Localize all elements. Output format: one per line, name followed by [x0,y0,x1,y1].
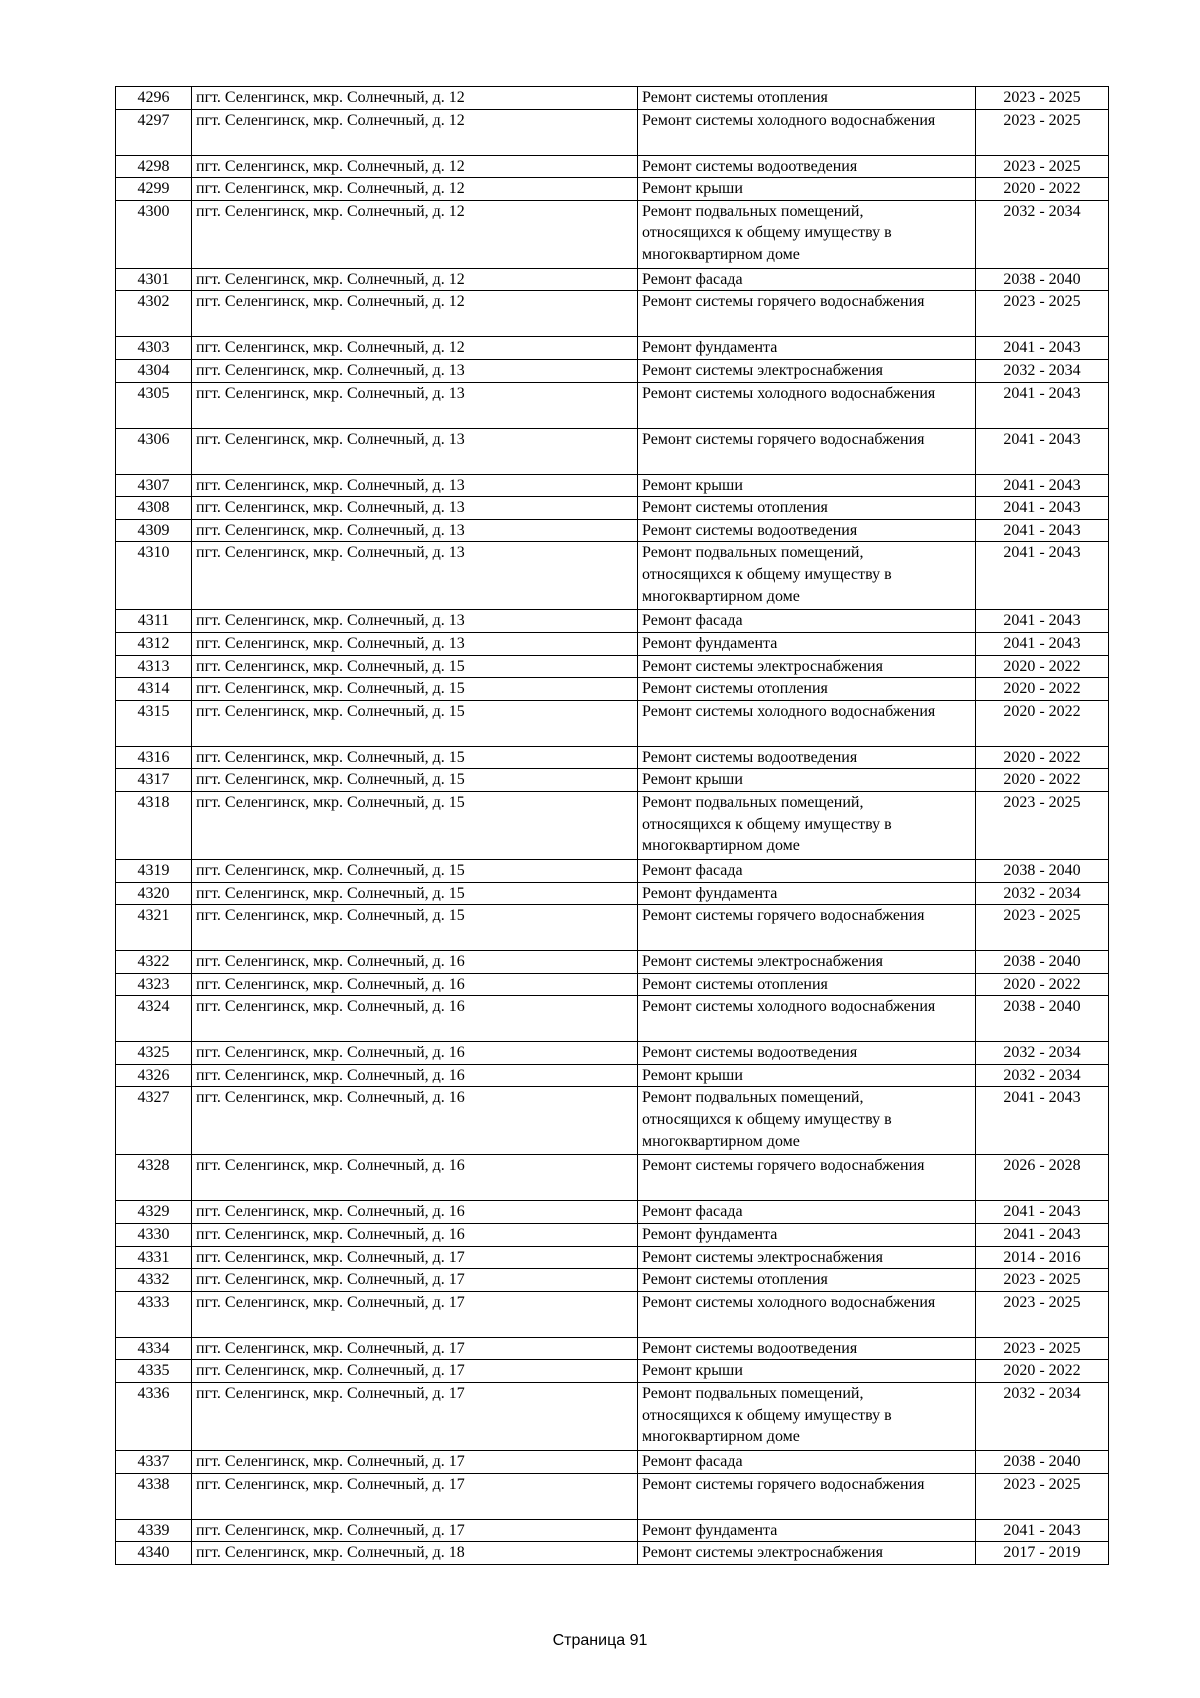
work-type-cell: Ремонт подвальных помещений, относящихся к общему имуществу в многоквартирном доме [638,542,976,610]
years-cell: 2023 - 2025 [976,155,1109,178]
row-number-cell: 4326 [116,1064,192,1087]
address-cell: пгт. Селенгинск, мкр. Солнечный, д. 16 [192,1064,638,1087]
work-type-cell: Ремонт системы водоотведения [638,1337,976,1360]
address-cell: пгт. Селенгинск, мкр. Солнечный, д. 17 [192,1519,638,1542]
work-type-cell: Ремонт системы горячего водоснабжения [638,1155,976,1201]
row-number-cell: 4328 [116,1155,192,1201]
page-number: Страница 91 [552,1632,648,1649]
address-cell: пгт. Селенгинск, мкр. Солнечный, д. 13 [192,610,638,633]
work-type-cell: Ремонт фасада [638,859,976,882]
years-cell: 2023 - 2025 [976,791,1109,859]
years-cell: 2041 - 2043 [976,632,1109,655]
address-cell: пгт. Селенгинск, мкр. Солнечный, д. 15 [192,700,638,746]
years-cell: 2023 - 2025 [976,291,1109,337]
row-number-cell: 4296 [116,87,192,110]
work-type-cell: Ремонт системы холодного водоснабжения [638,996,976,1042]
table-row [116,1201,1109,1224]
table-row [116,1337,1109,1360]
address-cell: пгт. Селенгинск, мкр. Солнечный, д. 12 [192,178,638,201]
row-number-cell: 4322 [116,951,192,974]
address-cell: пгт. Селенгинск, мкр. Солнечный, д. 16 [192,1224,638,1247]
address-cell: пгт. Селенгинск, мкр. Солнечный, д. 16 [192,1155,638,1201]
table-row [116,882,1109,905]
address-cell: пгт. Селенгинск, мкр. Солнечный, д. 12 [192,155,638,178]
work-type-cell: Ремонт крыши [638,1064,976,1087]
table-row [116,1291,1109,1337]
table-row [116,996,1109,1042]
work-type-cell: Ремонт фундамента [638,1519,976,1542]
table-row [116,1269,1109,1292]
table-row [116,474,1109,497]
years-cell: 2032 - 2034 [976,1042,1109,1065]
table-row [116,1383,1109,1451]
years-cell: 2023 - 2025 [976,1291,1109,1337]
table-row [116,155,1109,178]
years-cell: 2032 - 2034 [976,1383,1109,1451]
row-number-cell: 4298 [116,155,192,178]
work-type-cell: Ремонт системы горячего водоснабжения [638,1473,976,1519]
years-cell: 2020 - 2022 [976,700,1109,746]
table-row [116,428,1109,474]
address-cell: пгт. Селенгинск, мкр. Солнечный, д. 13 [192,542,638,610]
table-row [116,382,1109,428]
years-cell: 2041 - 2043 [976,610,1109,633]
row-number-cell: 4303 [116,337,192,360]
row-number-cell: 4335 [116,1360,192,1383]
address-cell: пгт. Селенгинск, мкр. Солнечный, д. 15 [192,655,638,678]
years-cell: 2041 - 2043 [976,382,1109,428]
work-type-cell: Ремонт крыши [638,474,976,497]
address-cell: пгт. Селенгинск, мкр. Солнечный, д. 16 [192,951,638,974]
years-cell: 2041 - 2043 [976,1224,1109,1247]
row-number-cell: 4302 [116,291,192,337]
row-number-cell: 4313 [116,655,192,678]
work-type-cell: Ремонт фундамента [638,632,976,655]
row-number-cell: 4304 [116,359,192,382]
address-cell: пгт. Селенгинск, мкр. Солнечный, д. 13 [192,497,638,520]
address-cell: пгт. Селенгинск, мкр. Солнечный, д. 15 [192,859,638,882]
years-cell: 2023 - 2025 [976,1473,1109,1519]
table-row [116,1473,1109,1519]
address-cell: пгт. Селенгинск, мкр. Солнечный, д. 12 [192,337,638,360]
row-number-cell: 4319 [116,859,192,882]
work-type-cell: Ремонт подвальных помещений, относящихся к общему имуществу в многоквартирном доме [638,1087,976,1155]
address-cell: пгт. Селенгинск, мкр. Солнечный, д. 16 [192,1087,638,1155]
work-type-cell: Ремонт фасада [638,268,976,291]
years-cell: 2038 - 2040 [976,996,1109,1042]
row-number-cell: 4305 [116,382,192,428]
address-cell: пгт. Селенгинск, мкр. Солнечный, д. 17 [192,1451,638,1474]
row-number-cell: 4336 [116,1383,192,1451]
work-type-cell: Ремонт системы горячего водоснабжения [638,291,976,337]
work-type-cell: Ремонт системы отопления [638,973,976,996]
address-cell: пгт. Селенгинск, мкр. Солнечный, д. 12 [192,87,638,110]
work-type-cell: Ремонт системы электроснабжения [638,951,976,974]
row-number-cell: 4301 [116,268,192,291]
table-row [116,87,1109,110]
years-cell: 2023 - 2025 [976,1269,1109,1292]
address-cell: пгт. Селенгинск, мкр. Солнечный, д. 15 [192,905,638,951]
table-row [116,769,1109,792]
address-cell: пгт. Селенгинск, мкр. Солнечный, д. 15 [192,791,638,859]
row-number-cell: 4321 [116,905,192,951]
address-cell: пгт. Селенгинск, мкр. Солнечный, д. 16 [192,973,638,996]
address-cell: пгт. Селенгинск, мкр. Солнечный, д. 16 [192,1201,638,1224]
row-number-cell: 4330 [116,1224,192,1247]
row-number-cell: 4307 [116,474,192,497]
years-cell: 2020 - 2022 [976,769,1109,792]
row-number-cell: 4323 [116,973,192,996]
work-type-cell: Ремонт системы электроснабжения [638,1542,976,1565]
address-cell: пгт. Селенгинск, мкр. Солнечный, д. 17 [192,1291,638,1337]
work-type-cell: Ремонт системы отопления [638,87,976,110]
table-row [116,791,1109,859]
row-number-cell: 4340 [116,1542,192,1565]
table-row [116,700,1109,746]
table-row [116,746,1109,769]
work-type-cell: Ремонт системы водоотведения [638,746,976,769]
work-type-cell: Ремонт фасада [638,610,976,633]
address-cell: пгт. Селенгинск, мкр. Солнечный, д. 17 [192,1360,638,1383]
table-row [116,1155,1109,1201]
table-row [116,610,1109,633]
table-row [116,359,1109,382]
table-row [116,1087,1109,1155]
years-cell: 2020 - 2022 [976,746,1109,769]
address-cell: пгт. Селенгинск, мкр. Солнечный, д. 13 [192,359,638,382]
address-cell: пгт. Селенгинск, мкр. Солнечный, д. 13 [192,428,638,474]
table-row [116,951,1109,974]
years-cell: 2041 - 2043 [976,428,1109,474]
work-type-cell: Ремонт системы горячего водоснабжения [638,428,976,474]
years-cell: 2041 - 2043 [976,1201,1109,1224]
table-row [116,109,1109,155]
row-number-cell: 4311 [116,610,192,633]
years-cell: 2020 - 2022 [976,655,1109,678]
row-number-cell: 4337 [116,1451,192,1474]
work-type-cell: Ремонт системы горячего водоснабжения [638,905,976,951]
row-number-cell: 4316 [116,746,192,769]
table-row [116,632,1109,655]
row-number-cell: 4306 [116,428,192,474]
table-row [116,268,1109,291]
table-row [116,905,1109,951]
years-cell: 2038 - 2040 [976,859,1109,882]
row-number-cell: 4297 [116,109,192,155]
work-type-cell: Ремонт подвальных помещений, относящихся к общему имуществу в многоквартирном доме [638,791,976,859]
table-row [116,337,1109,360]
table-row [116,859,1109,882]
years-cell: 2041 - 2043 [976,1087,1109,1155]
address-cell: пгт. Селенгинск, мкр. Солнечный, д. 13 [192,519,638,542]
work-type-cell: Ремонт крыши [638,1360,976,1383]
work-type-cell: Ремонт фундамента [638,1224,976,1247]
table-row [116,1542,1109,1565]
row-number-cell: 4320 [116,882,192,905]
years-cell: 2041 - 2043 [976,542,1109,610]
years-cell: 2023 - 2025 [976,109,1109,155]
table-row [116,1064,1109,1087]
address-cell: пгт. Селенгинск, мкр. Солнечный, д. 13 [192,382,638,428]
work-type-cell: Ремонт системы холодного водоснабжения [638,382,976,428]
table-row [116,973,1109,996]
address-cell: пгт. Селенгинск, мкр. Солнечный, д. 15 [192,882,638,905]
years-cell: 2032 - 2034 [976,1064,1109,1087]
address-cell: пгт. Селенгинск, мкр. Солнечный, д. 15 [192,769,638,792]
row-number-cell: 4338 [116,1473,192,1519]
table-row [116,1519,1109,1542]
work-type-cell: Ремонт крыши [638,769,976,792]
row-number-cell: 4324 [116,996,192,1042]
years-cell: 2023 - 2025 [976,905,1109,951]
work-type-cell: Ремонт системы электроснабжения [638,359,976,382]
table-row [116,178,1109,201]
row-number-cell: 4327 [116,1087,192,1155]
work-type-cell: Ремонт фасада [638,1201,976,1224]
years-cell: 2017 - 2019 [976,1542,1109,1565]
row-number-cell: 4300 [116,200,192,268]
table-row [116,1451,1109,1474]
years-cell: 2038 - 2040 [976,951,1109,974]
table-row [116,291,1109,337]
row-number-cell: 4339 [116,1519,192,1542]
address-cell: пгт. Селенгинск, мкр. Солнечный, д. 12 [192,291,638,337]
work-type-cell: Ремонт системы холодного водоснабжения [638,109,976,155]
table-row [116,1246,1109,1269]
years-cell: 2041 - 2043 [976,1519,1109,1542]
years-cell: 2014 - 2016 [976,1246,1109,1269]
table-row [116,542,1109,610]
row-number-cell: 4329 [116,1201,192,1224]
work-type-cell: Ремонт системы водоотведения [638,1042,976,1065]
table-row [116,1360,1109,1383]
repair-schedule-table [115,86,1109,1565]
work-type-cell: Ремонт подвальных помещений, относящихся к общему имуществу в многоквартирном доме [638,1383,976,1451]
years-cell: 2023 - 2025 [976,87,1109,110]
years-cell: 2026 - 2028 [976,1155,1109,1201]
work-type-cell: Ремонт системы водоотведения [638,155,976,178]
row-number-cell: 4334 [116,1337,192,1360]
row-number-cell: 4331 [116,1246,192,1269]
years-cell: 2020 - 2022 [976,973,1109,996]
years-cell: 2032 - 2034 [976,882,1109,905]
table-row [116,1042,1109,1065]
years-cell: 2020 - 2022 [976,178,1109,201]
work-type-cell: Ремонт крыши [638,178,976,201]
row-number-cell: 4299 [116,178,192,201]
work-type-cell: Ремонт фундамента [638,337,976,360]
table-row [116,519,1109,542]
row-number-cell: 4325 [116,1042,192,1065]
work-type-cell: Ремонт системы отопления [638,1269,976,1292]
row-number-cell: 4315 [116,700,192,746]
row-number-cell: 4317 [116,769,192,792]
table-row [116,1224,1109,1247]
address-cell: пгт. Селенгинск, мкр. Солнечный, д. 17 [192,1337,638,1360]
address-cell: пгт. Селенгинск, мкр. Солнечный, д. 13 [192,632,638,655]
row-number-cell: 4332 [116,1269,192,1292]
row-number-cell: 4312 [116,632,192,655]
table-row [116,497,1109,520]
row-number-cell: 4318 [116,791,192,859]
years-cell: 2041 - 2043 [976,474,1109,497]
work-type-cell: Ремонт подвальных помещений, относящихся к общему имуществу в многоквартирном доме [638,200,976,268]
work-type-cell: Ремонт системы электроснабжения [638,1246,976,1269]
address-cell: пгт. Селенгинск, мкр. Солнечный, д. 12 [192,268,638,291]
address-cell: пгт. Селенгинск, мкр. Солнечный, д. 18 [192,1542,638,1565]
address-cell: пгт. Селенгинск, мкр. Солнечный, д. 13 [192,474,638,497]
years-cell: 2023 - 2025 [976,1337,1109,1360]
address-cell: пгт. Селенгинск, мкр. Солнечный, д. 17 [192,1473,638,1519]
address-cell: пгт. Селенгинск, мкр. Солнечный, д. 12 [192,200,638,268]
years-cell: 2032 - 2034 [976,200,1109,268]
table-row [116,678,1109,701]
address-cell: пгт. Селенгинск, мкр. Солнечный, д. 16 [192,996,638,1042]
years-cell: 2038 - 2040 [976,1451,1109,1474]
work-type-cell: Ремонт системы холодного водоснабжения [638,700,976,746]
row-number-cell: 4314 [116,678,192,701]
years-cell: 2041 - 2043 [976,337,1109,360]
table-body [116,87,1109,1565]
address-cell: пгт. Селенгинск, мкр. Солнечный, д. 17 [192,1383,638,1451]
work-type-cell: Ремонт системы отопления [638,678,976,701]
row-number-cell: 4333 [116,1291,192,1337]
row-number-cell: 4308 [116,497,192,520]
work-type-cell: Ремонт системы водоотведения [638,519,976,542]
years-cell: 2020 - 2022 [976,1360,1109,1383]
work-type-cell: Ремонт системы холодного водоснабжения [638,1291,976,1337]
address-cell: пгт. Селенгинск, мкр. Солнечный, д. 17 [192,1246,638,1269]
years-cell: 2041 - 2043 [976,519,1109,542]
years-cell: 2032 - 2034 [976,359,1109,382]
address-cell: пгт. Селенгинск, мкр. Солнечный, д. 16 [192,1042,638,1065]
row-number-cell: 4309 [116,519,192,542]
address-cell: пгт. Селенгинск, мкр. Солнечный, д. 12 [192,109,638,155]
work-type-cell: Ремонт фасада [638,1451,976,1474]
table-row [116,655,1109,678]
years-cell: 2041 - 2043 [976,497,1109,520]
years-cell: 2038 - 2040 [976,268,1109,291]
work-type-cell: Ремонт фундамента [638,882,976,905]
address-cell: пгт. Селенгинск, мкр. Солнечный, д. 15 [192,746,638,769]
address-cell: пгт. Селенгинск, мкр. Солнечный, д. 15 [192,678,638,701]
table-row [116,200,1109,268]
work-type-cell: Ремонт системы электроснабжения [638,655,976,678]
row-number-cell: 4310 [116,542,192,610]
address-cell: пгт. Селенгинск, мкр. Солнечный, д. 17 [192,1269,638,1292]
years-cell: 2020 - 2022 [976,678,1109,701]
work-type-cell: Ремонт системы отопления [638,497,976,520]
